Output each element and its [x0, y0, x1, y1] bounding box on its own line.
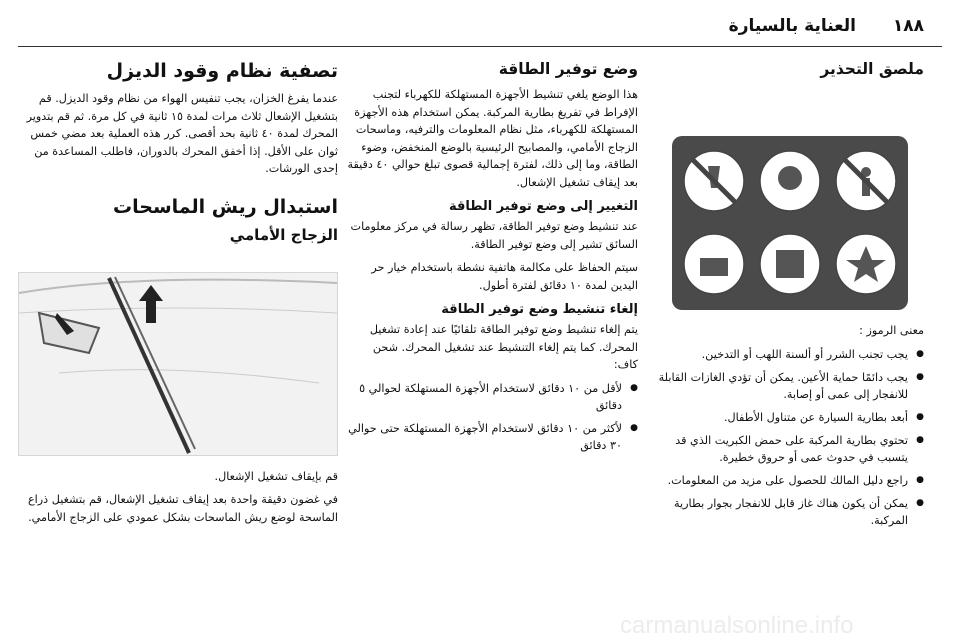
warning-label-heading: ملصق التحذير — [820, 60, 924, 78]
warning-symbols-icon — [672, 136, 908, 310]
deactivate-list — [346, 380, 638, 454]
energy-saving-intro: هذا الوضع يلغي تنشيط الأجهزة المستهلكة للكهرباء لتجنب الإفراط في تفريغ بطارية المركبة. يمكن استخدام هذه الأجهزة المستهلكة للكهرباء، مثل نظام المعلومات والترفيه، وماسحات الزجاج الأمامي، والمصابيح الرئيسية بالوضع المنخفض، وضوء الطاقة، وما إلى ذلك، لفترة إجمالية قصوى تبلغ حوالي ٤٠ دقيقة بعد إيقاف تشغيل الإشعال. — [347, 88, 638, 189]
legend-intro: معنى الرموز : — [859, 324, 924, 337]
energy-saving-heading: وضع توفير الطاقة — [498, 60, 638, 78]
windscreen-heading: الزجاج الأمامي — [229, 225, 338, 244]
column-diesel-wipers — [20, 60, 338, 532]
wiper-heading: استبدال ريش الماسحات — [113, 195, 338, 218]
diesel-text: عندما يفرغ الخزان، يجب تنفيس الهواء من نظام وقود الديزل. قم بتشغيل الإشعال ثلاث مرات لمدة ١٥ ثانية في كل مرة. ثم قم بتدوير المحرك لمدة ٤٠ ثانية بحد أقصى. كرر هذه العملية بعد مضي خمس ثوان على الأقل. إذا أخفق المحرك بالدوران، فاطلب المساعدة من إحدى الورشات. — [26, 92, 338, 175]
wiper-arm-icon — [19, 273, 337, 455]
legend-item: ● يجب تجنب الشرر أو ألسنة اللهب أو التدخين. — [654, 346, 924, 363]
column-warning-label — [654, 60, 924, 535]
wiper-illustration — [18, 272, 338, 456]
deactivate-mode-text: يتم إلغاء تنشيط وضع توفير الطاقة تلقائيًا عند إعادة تشغيل المحرك. كما يتم إلغاء التنشيط عند تشغيل المحرك. شحن كاف: — [369, 323, 638, 371]
deactivate-mode-heading: إلغاء تنشيط وضع توفير الطاقة — [441, 302, 638, 317]
header-rule — [18, 46, 942, 47]
diesel-heading: تصفية نظام وقود الديزل — [106, 60, 338, 82]
header-title: العناية بالسيارة — [728, 16, 856, 36]
legend-item: ● تحتوي بطارية المركبة على حمض الكبريت الذي قد يتسبب في حدوث عمى أو حروق خطيرة. — [654, 432, 924, 466]
legend-item: ● راجع دليل المالك للحصول على مزيد من المعلومات. — [654, 472, 924, 489]
warning-label-image — [672, 136, 908, 310]
deactivate-item: ● لأقل من ١٠ دقائق لاستخدام الأجهزة المستهلكة لحوالي ٥ دقائق — [346, 380, 638, 414]
watermark: carmanualsonline.info — [620, 612, 854, 639]
up-arrow-icon — [139, 285, 163, 323]
acid-icon — [700, 258, 728, 276]
wiper-step-1: قم بإيقاف تشغيل الإشعال. — [214, 469, 338, 483]
switch-to-mode-heading: التغيير إلى وضع توفير الطاقة — [448, 199, 638, 214]
wiper-step-2: في غضون دقيقة واحدة بعد إيقاف تشغيل الإشعال، قم بتشغيل ذراع الماسحة لوضع ريش الماسحات بشكل عمودي على الزجاج الأمامي. — [28, 493, 338, 524]
manual-icon — [776, 250, 804, 278]
legend-item: ● يجب دائمًا حماية الأعين. يمكن أن تؤدي الغازات القابلة للانفجار إلى عمى أو إصابة. — [654, 369, 924, 403]
legend-list — [654, 346, 924, 529]
switch-to-mode-text: عند تنشيط وضع توفير الطاقة، تظهر رسالة في مركز معلومات السائق تشير إلى وضع توفير الطاقة. — [350, 220, 638, 251]
goggles-icon — [778, 166, 802, 190]
deactivate-item: ● لأكثر من ١٠ دقائق لاستخدام الأجهزة المستهلكة حتى حوالي ٣٠ دقائق — [346, 420, 638, 454]
page-number: ١٨٨ — [892, 16, 924, 36]
column-energy-saving — [346, 60, 638, 460]
switch-to-mode-text-2: سيتم الحفاظ على مكالمة هاتفية نشطة باستخدام خيار حر اليدين لمدة ١٠ دقائق لفترة أطول. — [371, 261, 638, 292]
legend-item: ● يمكن أن يكون هناك غاز قابل للانفجار بجوار بطارية المركبة. — [654, 495, 924, 529]
page-header — [0, 12, 960, 46]
legend-item: ● أبعد بطارية السيارة عن متناول الأطفال. — [654, 409, 924, 426]
